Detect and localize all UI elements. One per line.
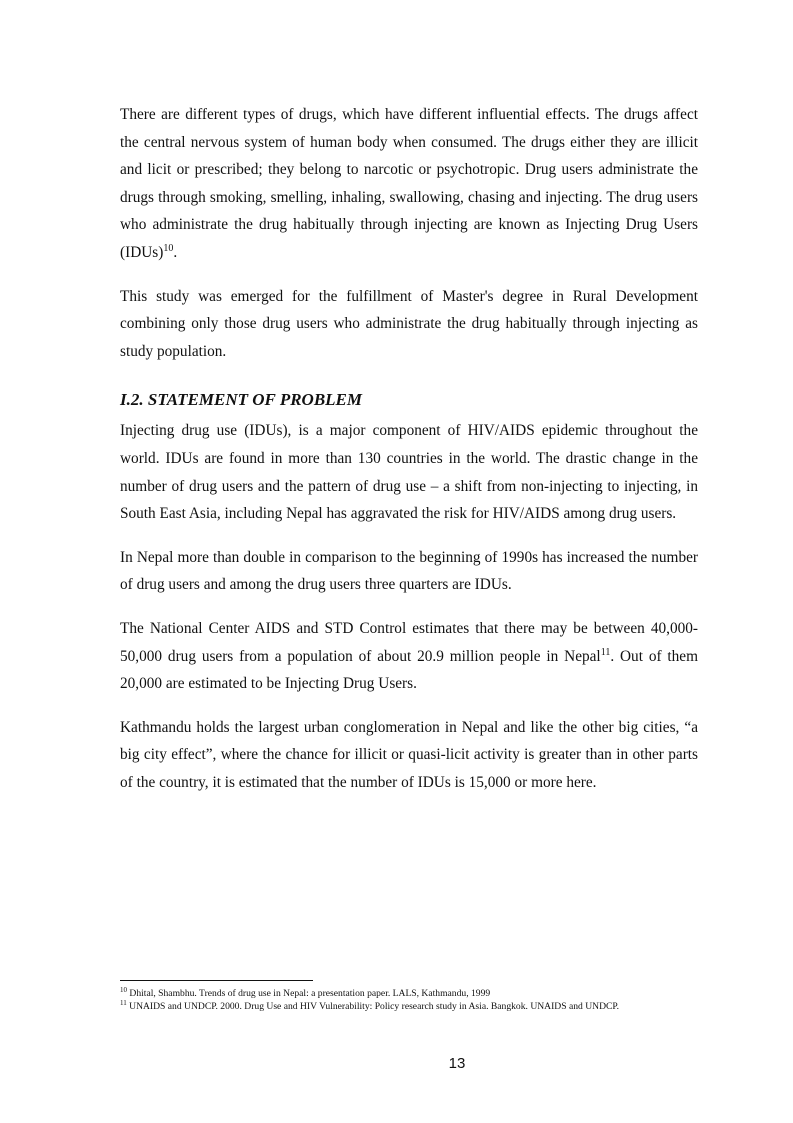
paragraph-end: . Out of them 20,000 are estimated to be Injecting Drug Users. <box>120 647 698 693</box>
paragraph-kathmandu: Kathmandu holds the largest urban conglomeration in Nepal and like the other big cities, “a big city effect”, where the chance for illicit or quasi-licit activity is greater than in other parts of the country, it is estimated that the number of IDUs is 15,000 or more here. <box>120 718 698 791</box>
paragraph-study-purpose: This study was emerged for the fulfillment of Master's degree in Rural Development combining only those drug users who administrate the drug habitually through injecting as study population. <box>120 287 698 360</box>
footnote-number: 11 <box>120 998 127 1007</box>
section-heading: I.2. STATEMENT OF PROBLEM <box>120 390 362 410</box>
footnote-10 <box>120 987 680 1000</box>
footnote-divider <box>120 980 313 981</box>
main-text <box>120 101 698 796</box>
footnote-11 <box>120 1000 680 1013</box>
footnote-ref-10: 10 <box>163 242 174 254</box>
paragraph-end: . <box>173 243 178 261</box>
paragraph-drug-types <box>120 101 698 267</box>
paragraph-text: The National Center AIDS and STD Control estimates that there may be between 40,000-50,000 drug users from a population of about 20.9 million people in Nepal <box>120 619 698 665</box>
paragraph-text: There are different types of drugs, which have different influential effects. The drugs affect the central nervous system of human body when consumed. The drugs either they are illicit and licit or prescribed; they belong to narcotic or psychotropic. Drug users administrate the drugs through smoking, smelling, inhaling, swallowing, chasing and injecting. The drug users who administrate the drug habitually through injecting are known as Injecting Drug Users (IDUs) <box>120 106 698 261</box>
paragraph-nepal-increase: In Nepal more than double in comparison to the beginning of 1990s has increased the number of drug users and among the drug users three quarters are IDUs. <box>120 548 698 594</box>
footnote-text: Dhital, Shambhu. Trends of drug use in Nepal: a presentation paper. LALS, Kathmandu, 1999 <box>127 988 491 999</box>
footnote-text: UNAIDS and UNDCP. 2000. Drug Use and HIV Vulnerability: Policy research study in Asia. Bangkok. UNAIDS and UNDCP. <box>126 1001 620 1012</box>
page-number: 13 <box>448 1055 466 1072</box>
paragraph-injecting-drug-use: Injecting drug use (IDUs), is a major component of HIV/AIDS epidemic throughout the world. IDUs are found in more than 130 countries in the world. The drastic change in the number of drug users and the pattern of drug use – a shift from non-injecting to injecting, in South East Asia, including Nepal has aggravated the risk for HIV/AIDS among drug users. <box>120 422 698 523</box>
footnotes <box>120 987 680 1013</box>
footnote-ref-11: 11 <box>600 646 611 658</box>
paragraph-ncasc-estimates <box>120 615 698 698</box>
footnote-number: 10 <box>120 985 127 994</box>
